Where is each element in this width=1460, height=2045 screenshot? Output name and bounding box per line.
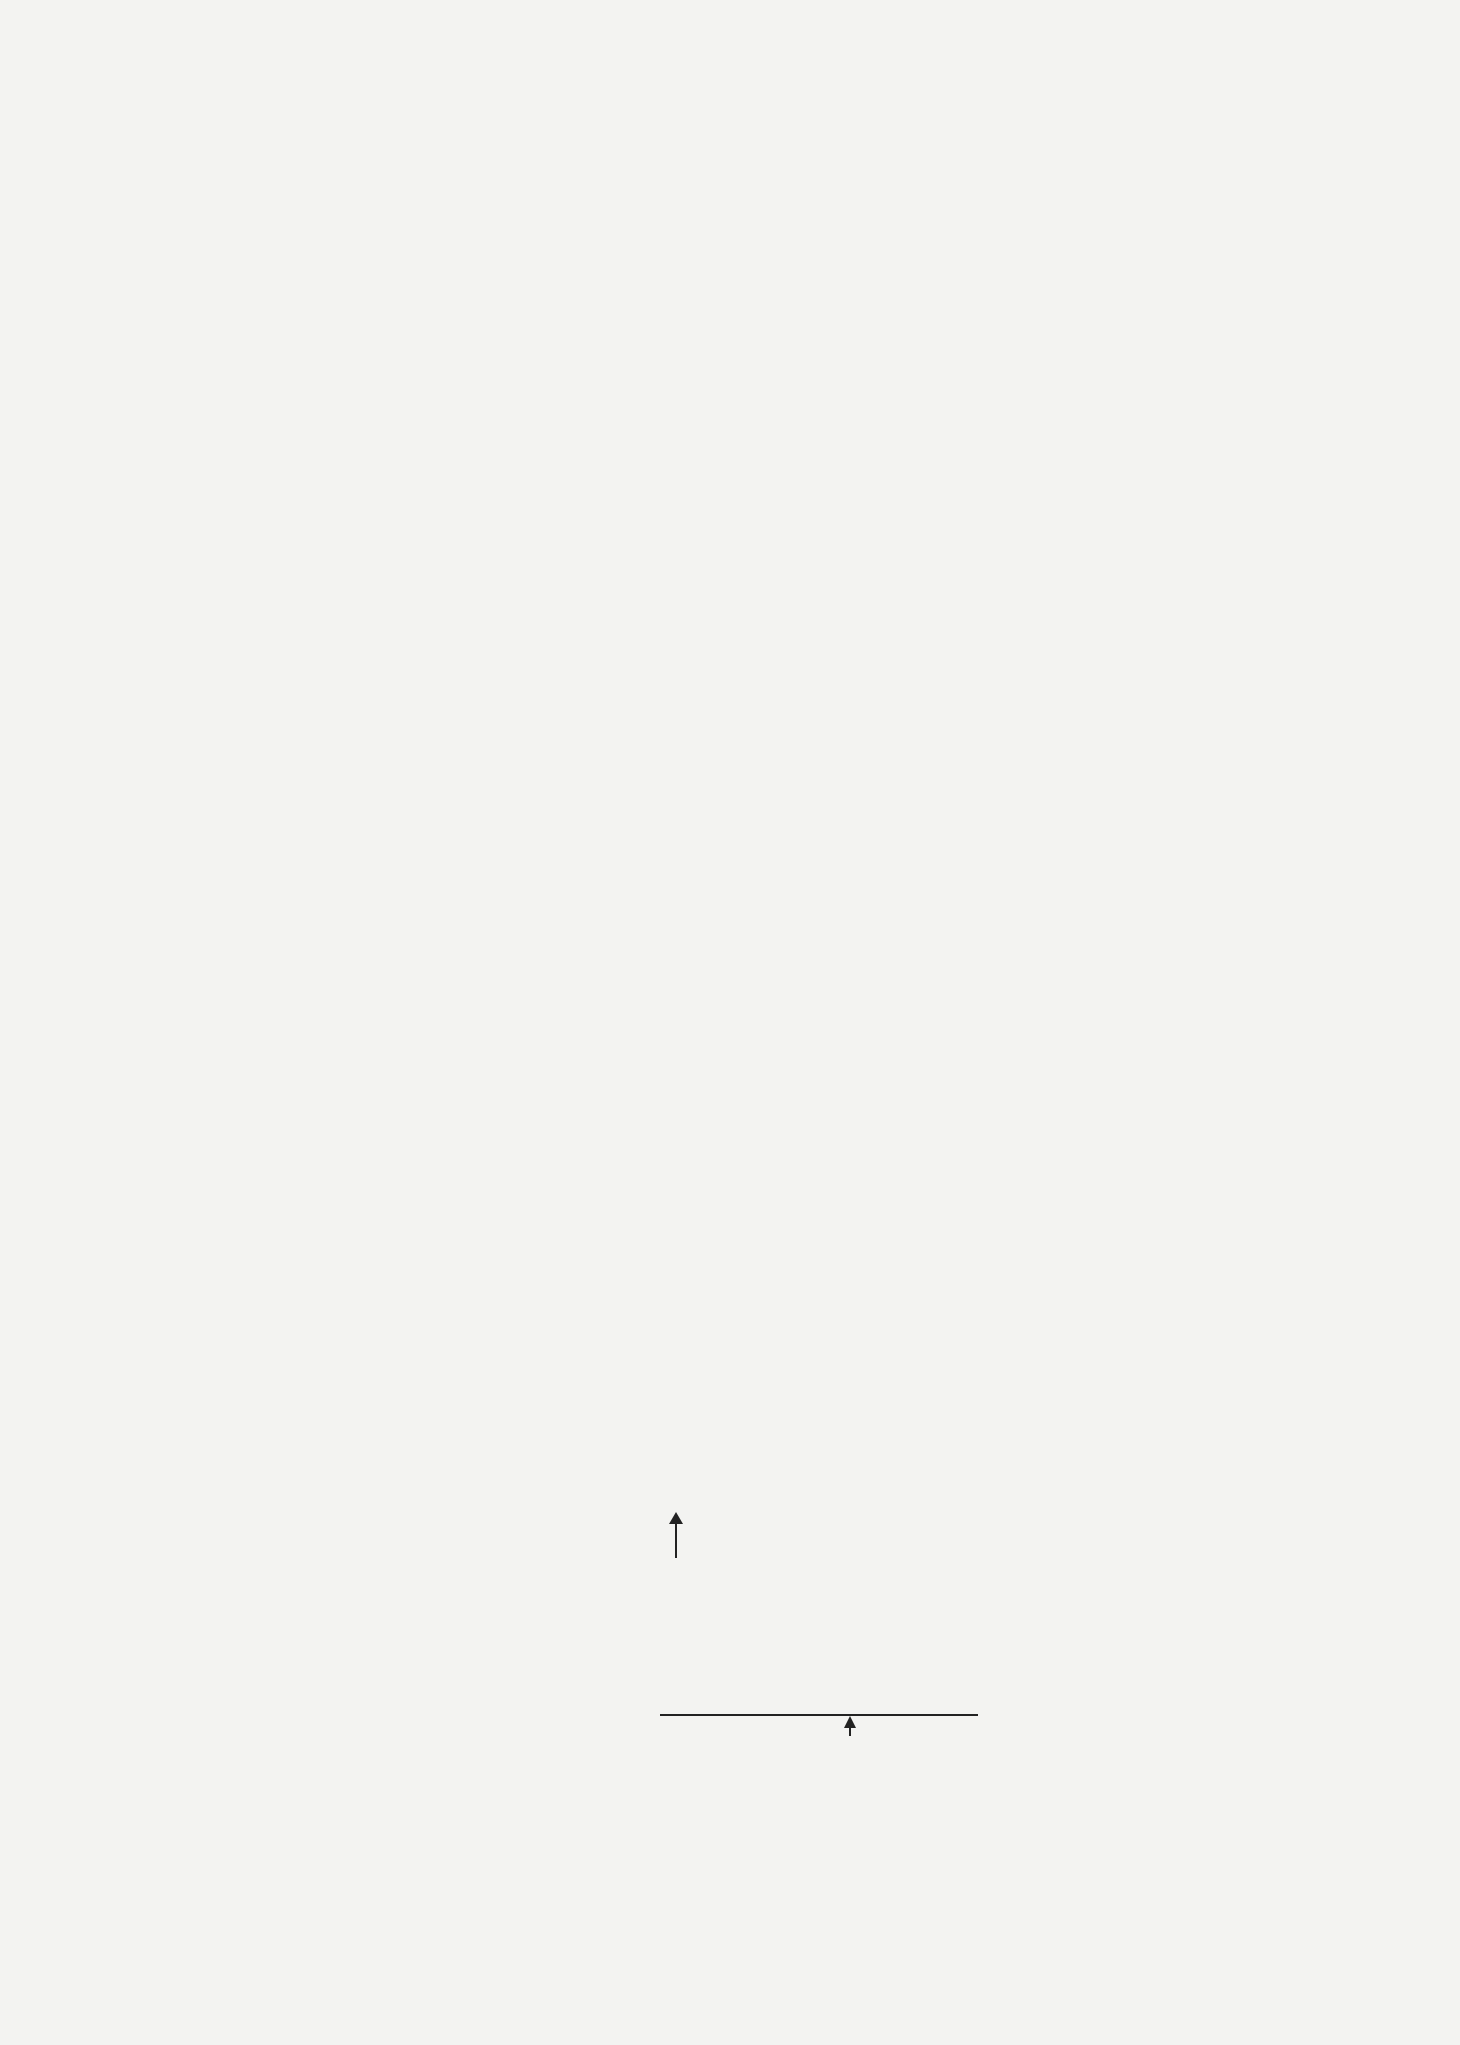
zoo-map-grid <box>305 1508 635 1698</box>
arrow-shaft <box>675 1518 677 1558</box>
number-line-axis <box>660 1714 978 1716</box>
pointer-arrow-shaft <box>849 1726 851 1736</box>
north-arrow-icon <box>662 1484 692 1564</box>
number-line-diagram <box>660 1688 990 1768</box>
